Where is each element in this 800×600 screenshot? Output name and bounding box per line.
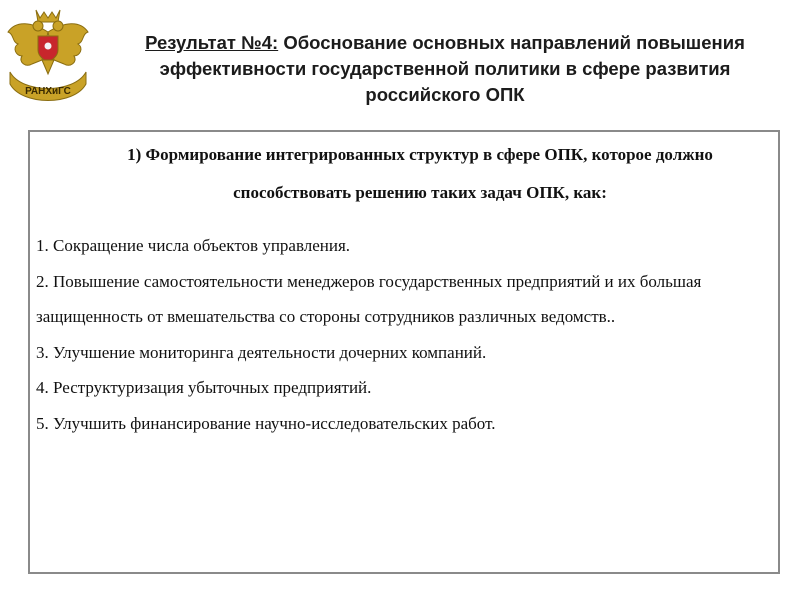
title-main: Обоснование основных направлений повышения эффективности государственной политики в сфере развития российского ОПК [159,32,745,105]
list-item: 2. Повышение самостоятельности менеджеров государственных предприятий и их большая защищенность от вмешательства со стороны сотрудников различных ведомств.. [36,271,702,326]
content-box [28,130,780,574]
page-title [100,30,790,108]
list-item: 5. Улучшить финансирование научно-исследовательских работ. [36,413,496,433]
list-item: 1. Сокращение числа объектов управления. [36,236,351,255]
lead-paragraph: 1) Формирование интегрированных структур в сфере ОПК, которое должно способствовать решению таких задач ОПК, как: [127,145,713,202]
list-item: 3. Улучшение мониторинга деятельности дочерних компаний. [36,342,487,362]
logo-text: РАНХиГС [25,86,71,97]
ranepa-logo [2,2,94,110]
title-prefix: Результат №4: [145,32,279,53]
list-item: 4. Реструктуризация убыточных предприятий. [36,378,372,397]
task-list [36,228,766,441]
